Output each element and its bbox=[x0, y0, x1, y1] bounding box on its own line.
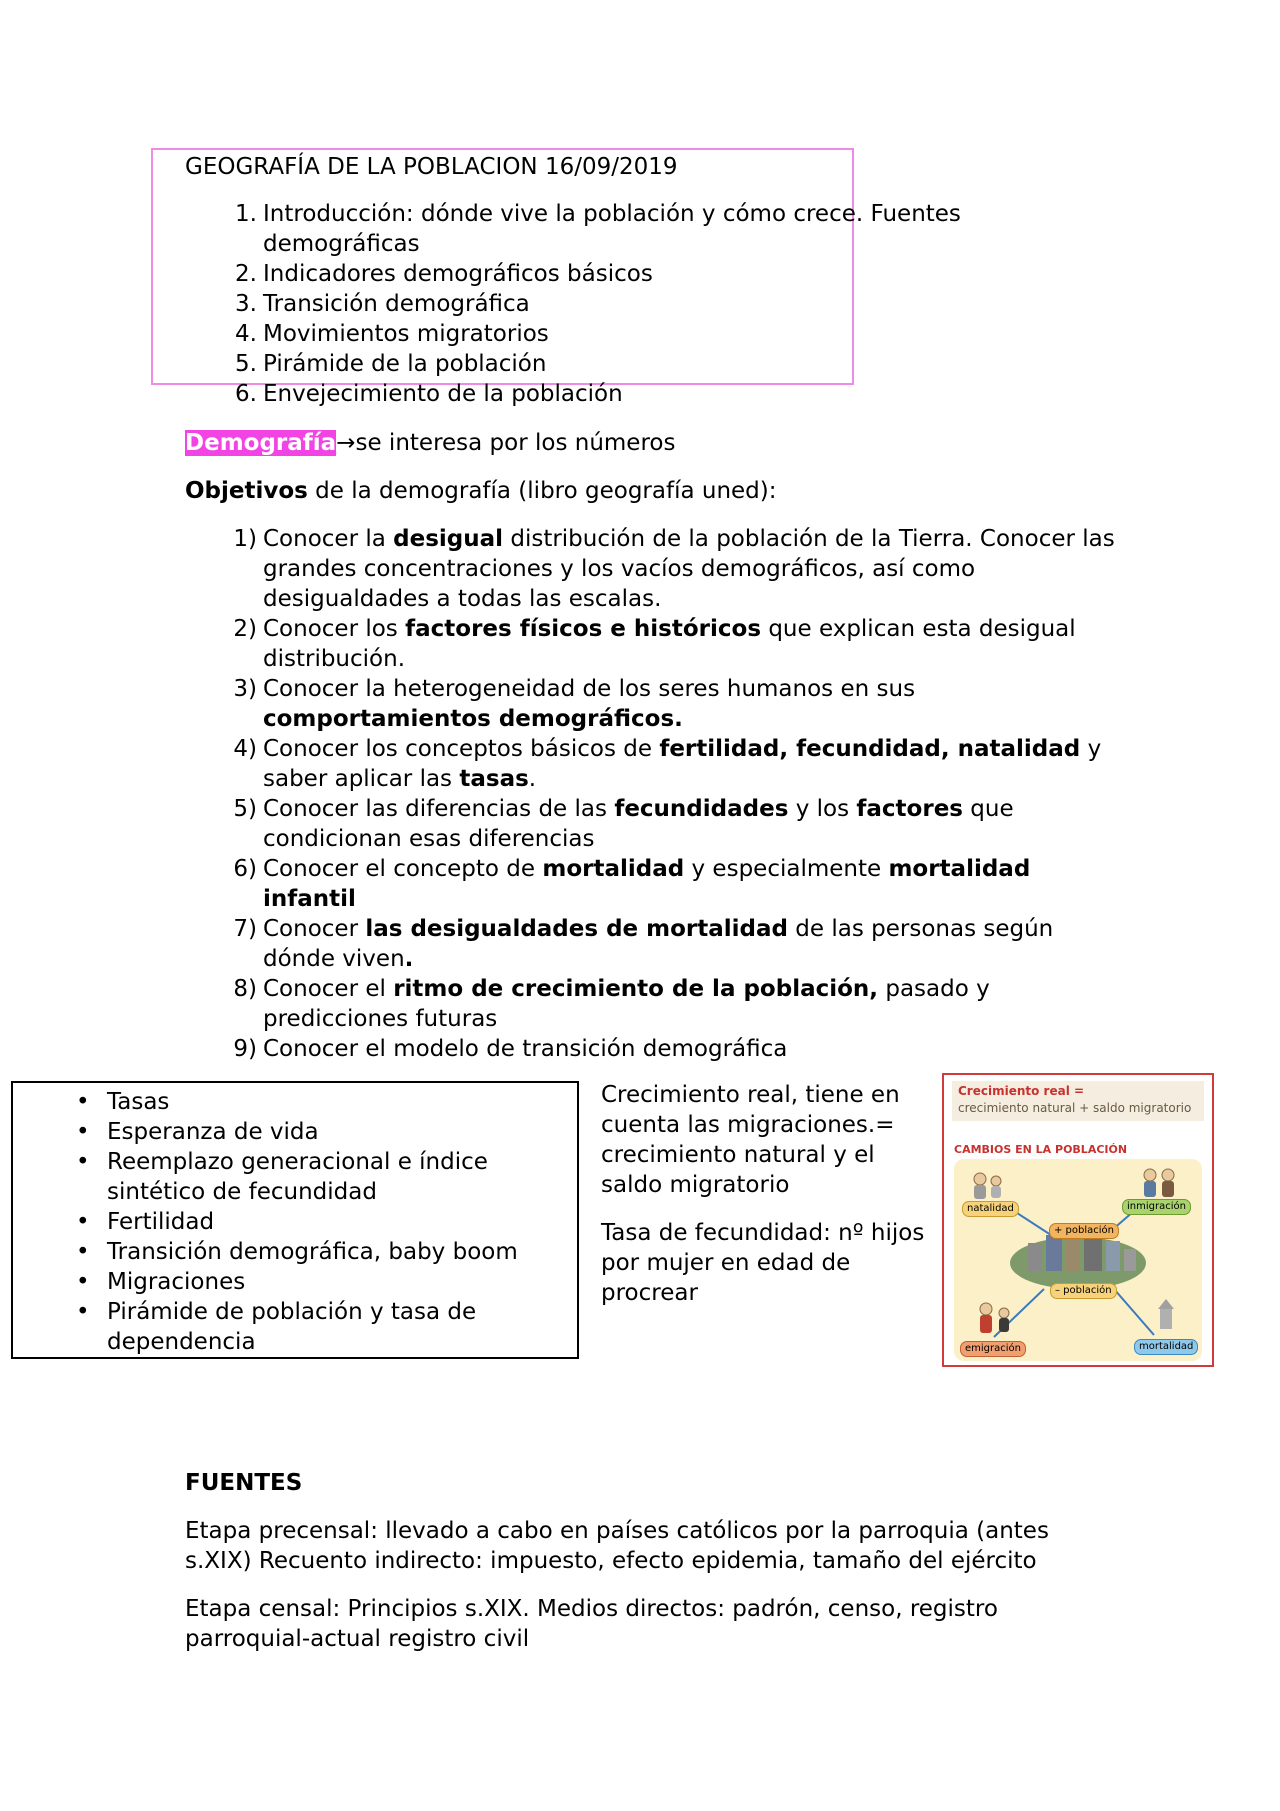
bullet-icon: • bbox=[76, 1089, 90, 1115]
toc-item: 4. Movimientos migratorios bbox=[235, 321, 549, 347]
arrow-icon: → bbox=[336, 430, 356, 456]
topics-box bbox=[11, 1081, 579, 1359]
demografia-definition: Demografía→se interesa por los números bbox=[185, 430, 676, 456]
crecimiento-real-note: Crecimiento real, tiene en cuenta las migraciones.= crecimiento natural y el saldo migratorio bbox=[601, 1082, 900, 1198]
bullet-icon: • bbox=[76, 1119, 90, 1145]
list-item: 4) Conocer los conceptos básicos de fertilidad, fecundidad, natalidad y saber aplicar las tasas. bbox=[233, 736, 1102, 792]
list-item: • Reemplazo generacional e índice sintético de fecundidad bbox=[76, 1149, 488, 1205]
mortalidad-tag: mortalidad bbox=[1134, 1339, 1198, 1355]
demografia-term: Demografía bbox=[185, 430, 337, 456]
natalidad-tag: natalidad bbox=[962, 1201, 1019, 1217]
objetivos-list bbox=[185, 524, 1115, 1064]
bullet-icon: • bbox=[76, 1269, 90, 1295]
list-item: • Fertilidad bbox=[76, 1209, 215, 1235]
list-item: 2) Conocer los factores físicos e históricos que explican esta desigual distribución. bbox=[233, 616, 1076, 672]
side-notes bbox=[601, 1080, 931, 1326]
list-item: 1) Conocer la desigual distribución de la población de la Tierra. Conocer las grandes concentraciones y los vacíos demográficos, así como desigualdades a todas las escalas. bbox=[233, 526, 1115, 612]
list-item: 7) Conocer las desigualdades de mortalidad de las personas según dónde viven. bbox=[233, 916, 1054, 972]
population-change-infographic bbox=[942, 1073, 1214, 1367]
infographic-heading: CAMBIOS EN LA POBLACIÓN bbox=[954, 1143, 1128, 1156]
objetivos-heading: Objetivos de la demografía (libro geografía uned): bbox=[185, 478, 777, 504]
fuentes-heading: FUENTES bbox=[185, 1470, 303, 1496]
list-item: • Pirámide de población y tasa de dependencia bbox=[76, 1299, 477, 1355]
list-item: • Tasas bbox=[76, 1089, 170, 1115]
page-title: GEOGRAFÍA DE LA POBLACION 16/09/2019 bbox=[185, 154, 678, 180]
toc-item: 1. Introducción: dónde vive la población y cómo crece. Fuentes demográficas bbox=[235, 201, 961, 257]
emigracion-tag: emigración bbox=[960, 1341, 1026, 1357]
bullet-icon: • bbox=[76, 1299, 90, 1325]
etapa-precensal-paragraph: Etapa precensal: llevado a cabo en países católicos por la parroquia (antes s.XIX) Recuento indirecto: impuesto, efecto epidemia, tamaño del ejército bbox=[185, 1518, 1049, 1574]
bullet-icon: • bbox=[76, 1209, 90, 1235]
list-item: • Migraciones bbox=[76, 1269, 246, 1295]
list-item: • Transición demográfica, baby boom bbox=[76, 1239, 518, 1265]
inmigracion-tag: inmigración bbox=[1122, 1199, 1191, 1215]
toc-item: 2. Indicadores demográficos básicos bbox=[235, 261, 653, 287]
list-item: • Esperanza de vida bbox=[76, 1119, 319, 1145]
list-item: 6) Conocer el concepto de mortalidad y especialmente mortalidad infantil bbox=[233, 856, 1031, 912]
list-item: 3) Conocer la heterogeneidad de los seres humanos en sus comportamientos demográficos. bbox=[233, 676, 916, 732]
bullet-icon: • bbox=[76, 1149, 90, 1175]
table-of-contents bbox=[185, 199, 1005, 409]
etapa-censal-paragraph: Etapa censal: Principios s.XIX. Medios directos: padrón, censo, registro parroquial-actual registro civil bbox=[185, 1596, 998, 1652]
mas-poblacion-tag: + población bbox=[1049, 1223, 1119, 1239]
list-item: 9) Conocer el modelo de transición demográfica bbox=[233, 1036, 788, 1062]
toc-item: 5. Pirámide de la población bbox=[235, 351, 547, 377]
toc-item: 3. Transición demográfica bbox=[235, 291, 530, 317]
list-item: 8) Conocer el ritmo de crecimiento de la población, pasado y predicciones futuras bbox=[233, 976, 990, 1032]
fecundidad-note: Tasa de fecundidad: nº hijos por mujer en edad de procrear bbox=[601, 1220, 925, 1306]
infographic-formula: Crecimiento real = crecimiento natural + saldo migratorio bbox=[952, 1081, 1204, 1121]
topics-list bbox=[13, 1087, 573, 1357]
list-item: 5) Conocer las diferencias de las fecundidades y los factores que condicionan esas diferencias bbox=[233, 796, 1014, 852]
toc-item: 6. Envejecimiento de la población bbox=[235, 381, 623, 407]
bullet-icon: • bbox=[76, 1239, 90, 1265]
infographic-panel bbox=[954, 1159, 1202, 1361]
infographic-illustration bbox=[954, 1159, 1202, 1361]
menos-poblacion-tag: – población bbox=[1050, 1283, 1117, 1299]
